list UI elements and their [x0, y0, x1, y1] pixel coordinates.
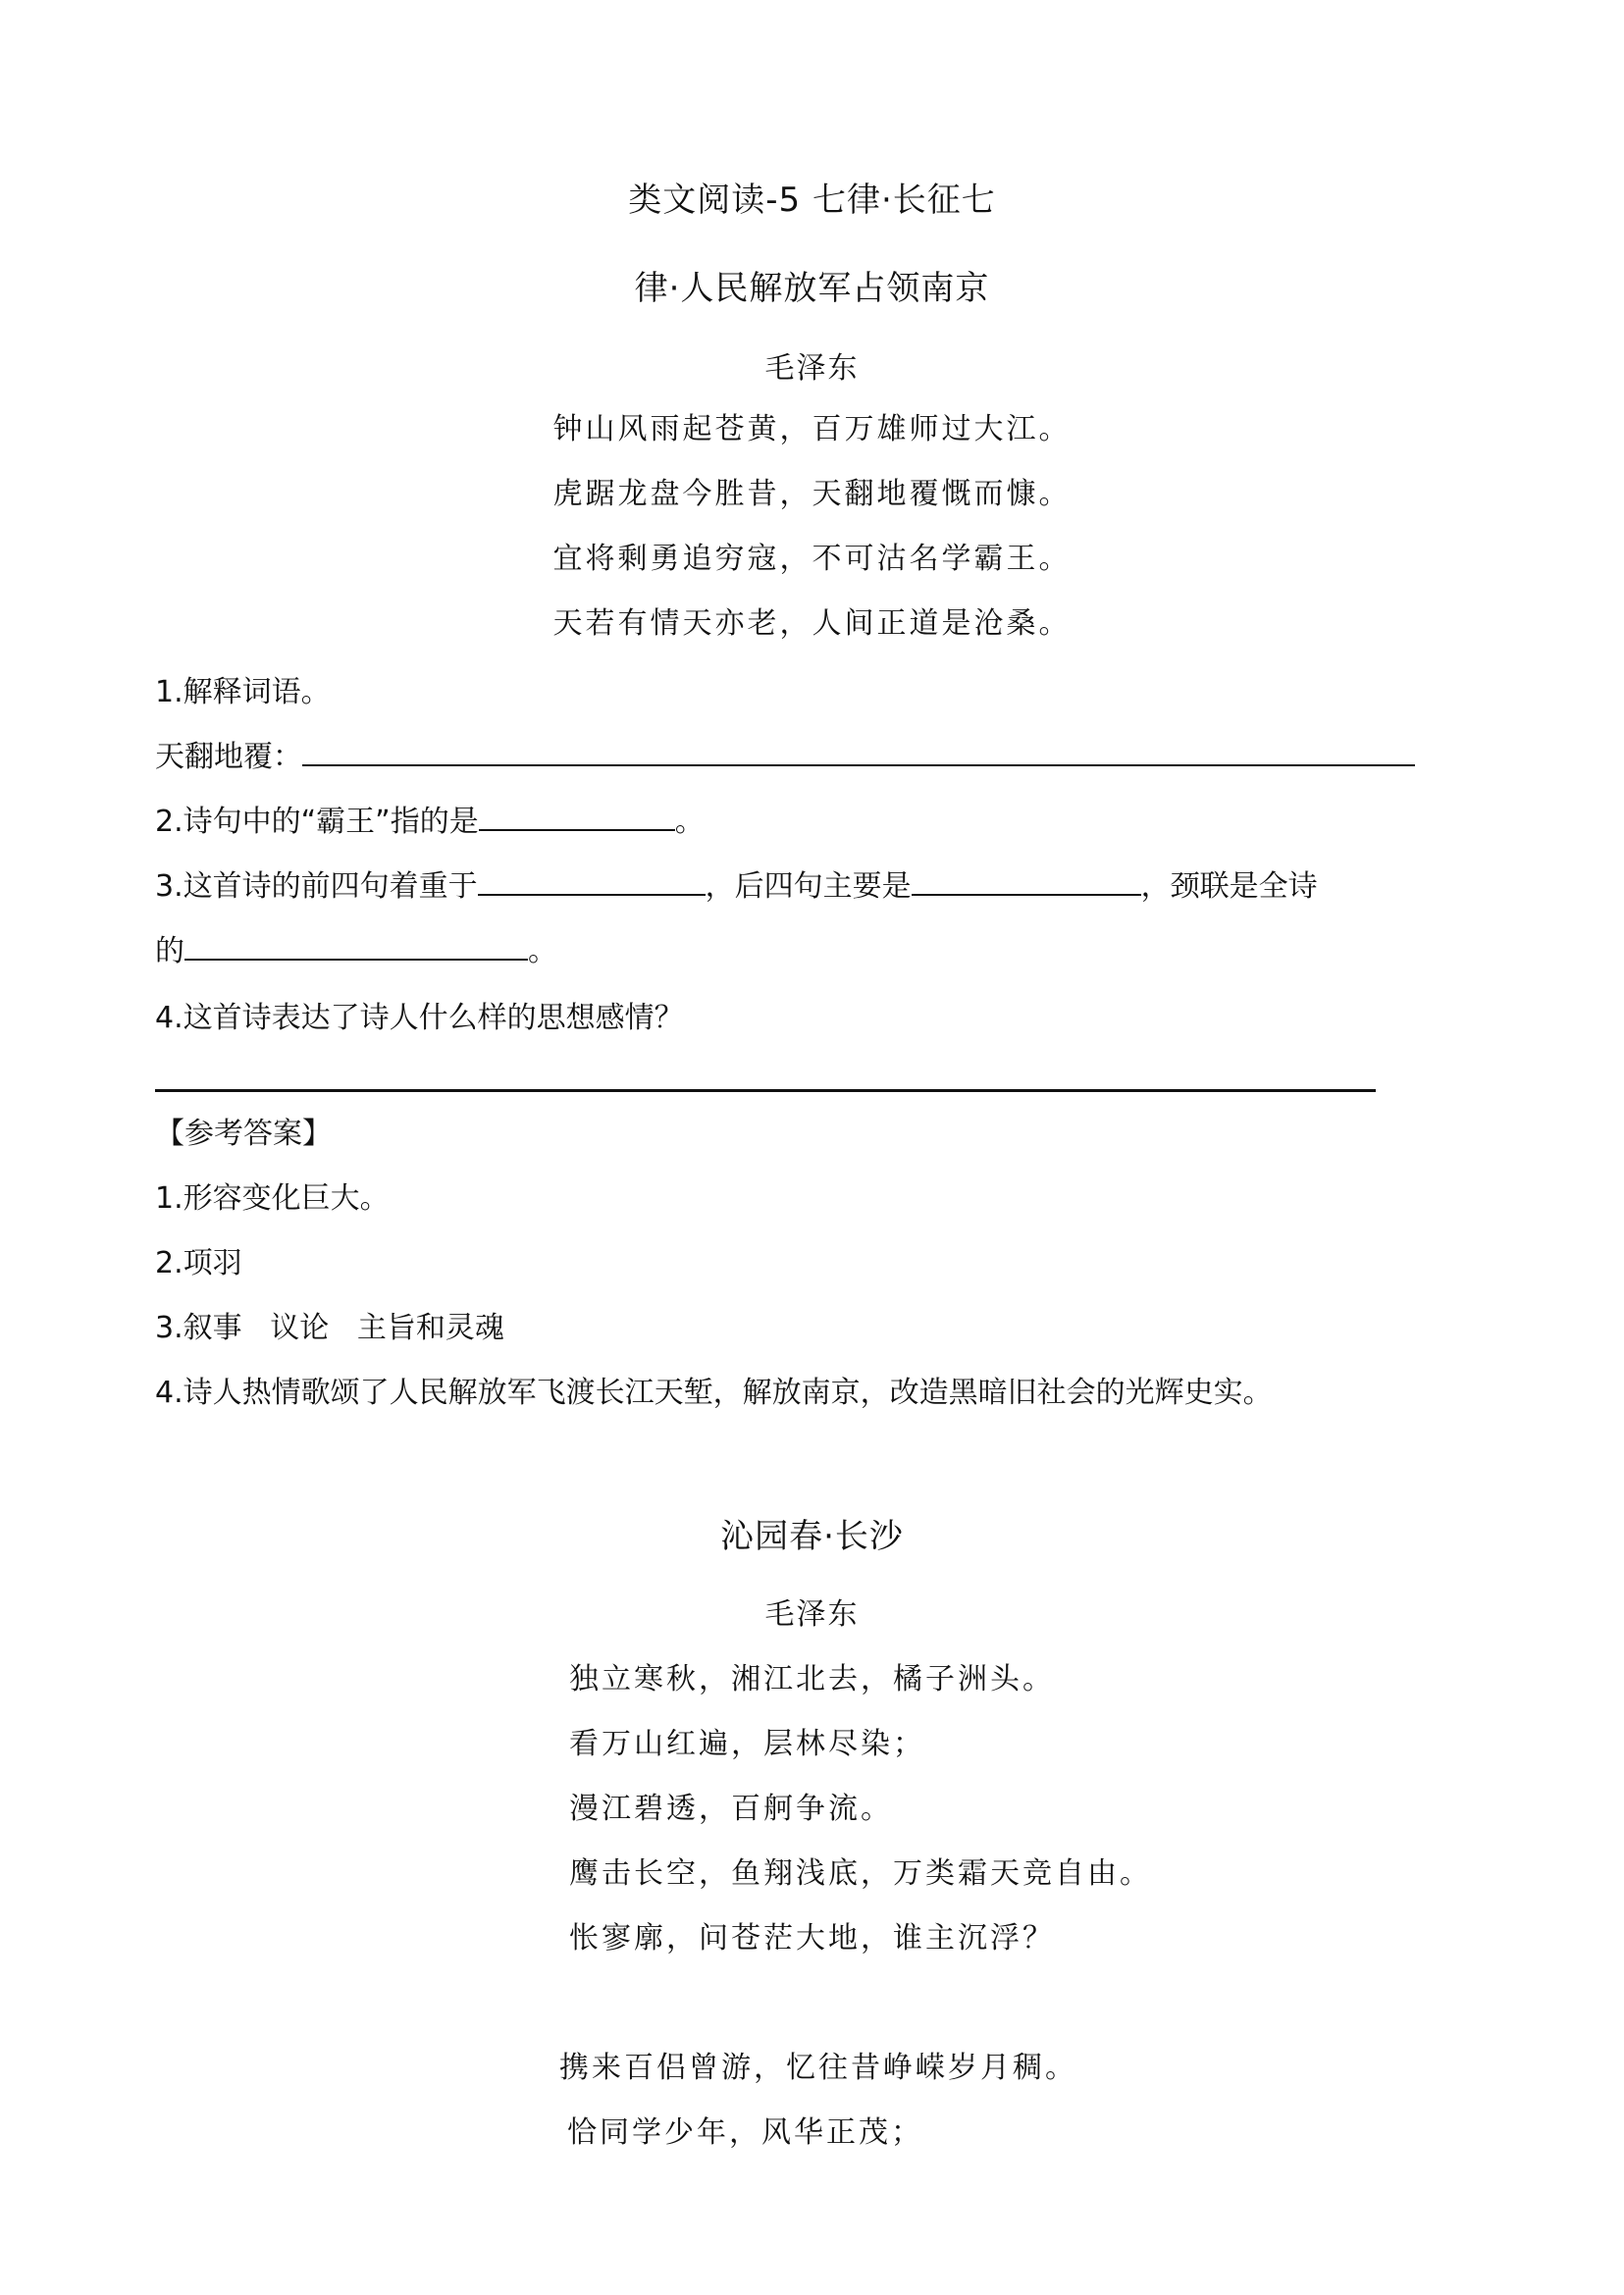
poem2-author: 毛泽东 — [764, 1597, 860, 1632]
question-3-part1: 3.这首诗的前四句着重于 — [155, 869, 478, 904]
poem1-author: 毛泽东 — [764, 351, 860, 386]
question-2-suffix: 。 — [674, 805, 705, 839]
question-1-term-label: 天翻地覆： — [155, 740, 302, 774]
answer-3: 3.叙事 议论 主旨和灵魂 — [155, 1311, 504, 1345]
answer-blank[interactable] — [478, 864, 706, 896]
question-2 — [155, 797, 705, 840]
poem2-line: 独立寒秋，湘江北去，橘子洲头。 — [569, 1662, 1055, 1696]
question-3-part3: ，颈联是全诗 — [1140, 869, 1318, 904]
question-1: 1.解释词语。 — [155, 675, 331, 709]
poem2-line: 携来百侣曾游，忆往昔峥嵘岁月稠。 — [559, 2051, 1077, 2085]
answer-1: 1.形容变化巨大。 — [155, 1181, 390, 1216]
poem1-title-line2: 律·人民解放军占领南京 — [634, 269, 990, 308]
answer-blank[interactable] — [184, 929, 528, 961]
poem2-line: 看万山红遍，层林尽染； — [569, 1727, 925, 1761]
poem1-line: 虎踞龙盘今胜昔，天翻地覆慨而慷。 — [552, 477, 1072, 511]
poem1-line: 钟山风雨起苍黄，百万雄师过大江。 — [552, 412, 1072, 446]
poem2-title: 沁园春·长沙 — [720, 1517, 904, 1556]
question-2-text: 2.诗句中的“霸王”指的是 — [155, 805, 479, 839]
question-3-end: 。 — [528, 934, 557, 968]
answer-2: 2.项羽 — [155, 1246, 242, 1280]
poem1-line: 宜将剩勇追穷寇，不可沽名学霸王。 — [552, 542, 1072, 576]
poem2-line: 鹰击长空，鱼翔浅底，万类霜天竞自由。 — [569, 1856, 1152, 1891]
answer-blank[interactable] — [302, 735, 1415, 766]
answers-heading: 【参考答案】 — [155, 1117, 332, 1151]
answer-4: 4.诗人热情歌颂了人民解放军飞渡长江天堑，解放南京，改造黑暗旧社会的光辉史实。 — [155, 1376, 1273, 1410]
question-3 — [155, 861, 1318, 905]
question-3-cont: 的 — [155, 934, 184, 968]
poem1-title-line1: 类文阅读-5 七律·长征七 — [628, 181, 996, 220]
answer-blank[interactable] — [912, 864, 1141, 896]
answer-line-q4[interactable] — [155, 1089, 1376, 1092]
poem2-line: 怅寥廓，问苍茫大地，谁主沉浮？ — [569, 1921, 1055, 1956]
question-4: 4.这首诗表达了诗人什么样的思想感情？ — [155, 1001, 684, 1035]
question-1-term — [155, 732, 1415, 775]
question-3-part2: ，后四句主要是 — [705, 869, 912, 904]
poem2-line: 恰同学少年，风华正茂； — [567, 2115, 923, 2150]
poem1-line: 天若有情天亦老，人间正道是沧桑。 — [552, 606, 1072, 641]
answer-blank[interactable] — [479, 800, 675, 831]
question-3-continued — [155, 926, 557, 969]
poem2-line: 漫江碧透，百舸争流。 — [569, 1792, 893, 1826]
